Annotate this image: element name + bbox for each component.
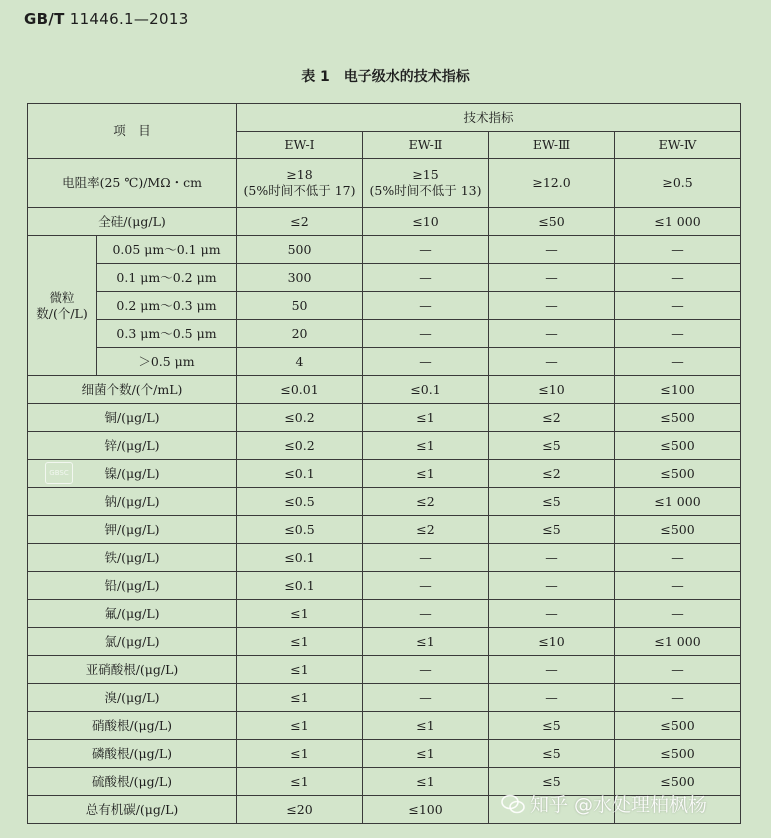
- table-body: [28, 104, 741, 824]
- value-note: (5%时间不低于 17): [243, 183, 356, 198]
- value-cell: —: [363, 236, 489, 264]
- grade-header: EW-Ⅰ: [237, 132, 363, 159]
- value-cell: ≤1: [363, 712, 489, 740]
- value-cell: [363, 159, 489, 208]
- value-cell: ≤2: [237, 208, 363, 236]
- value-cell: ≤0.1: [363, 376, 489, 404]
- value-cell: 300: [237, 264, 363, 292]
- value-cell: 4: [237, 348, 363, 376]
- value-cell: ≤2: [363, 488, 489, 516]
- table-row: [28, 460, 741, 488]
- value-cell: ≤0.1: [237, 460, 363, 488]
- value-cell: ≤1 000: [615, 488, 741, 516]
- table-row: [28, 516, 741, 544]
- row-label: 电阻率(25 ℃)/MΩ・cm: [28, 159, 237, 208]
- row-label: 磷酸根/(μg/L): [28, 740, 237, 768]
- standard-number: [24, 10, 189, 28]
- value-cell: ≤0.2: [237, 432, 363, 460]
- value-cell: ≤5: [489, 488, 615, 516]
- value-cell: ≤0.1: [237, 544, 363, 572]
- value-cell: —: [363, 320, 489, 348]
- value-cell: ≤0.5: [237, 488, 363, 516]
- row-label: 总有机碳/(μg/L): [28, 796, 237, 824]
- table-row: [28, 600, 741, 628]
- value-cell: ≤50: [489, 208, 615, 236]
- header-row: [28, 104, 741, 132]
- grade-header: EW-Ⅳ: [615, 132, 741, 159]
- value-cell: —: [363, 292, 489, 320]
- value-cell: ≥0.5: [615, 159, 741, 208]
- value-cell: ≤2: [489, 460, 615, 488]
- value-cell: ≤5: [489, 740, 615, 768]
- table-row: [28, 404, 741, 432]
- row-label: 铅/(μg/L): [28, 572, 237, 600]
- particle-range: 0.1 μm～0.2 μm: [97, 264, 237, 292]
- value-cell: ≤5: [489, 768, 615, 796]
- value-cell: —: [489, 544, 615, 572]
- table-row: [28, 488, 741, 516]
- row-label: 铜/(μg/L): [28, 404, 237, 432]
- group-header: 技术指标: [237, 104, 741, 132]
- standard-id: 11446.1—2013: [69, 10, 189, 28]
- value-cell: —: [363, 348, 489, 376]
- row-label: 氟/(μg/L): [28, 600, 237, 628]
- value-cell: ≤500: [615, 404, 741, 432]
- value-cell: ≤1: [237, 656, 363, 684]
- value-main: ≥18: [286, 167, 313, 183]
- value-cell: ≤1: [237, 712, 363, 740]
- row-label: 钾/(μg/L): [28, 516, 237, 544]
- particle-range: 0.2 μm～0.3 μm: [97, 292, 237, 320]
- value-cell: —: [489, 264, 615, 292]
- value-cell: ≤0.2: [237, 404, 363, 432]
- value-cell: ≤5: [489, 712, 615, 740]
- value-cell: —: [615, 236, 741, 264]
- value-cell: —: [363, 600, 489, 628]
- value-cell: —: [615, 656, 741, 684]
- item-header: 项 目: [28, 104, 237, 159]
- silicon-row: [28, 208, 741, 236]
- value-cell: —: [615, 264, 741, 292]
- value-cell: 50: [237, 292, 363, 320]
- value-cell: 20: [237, 320, 363, 348]
- value-cell: ≤500: [615, 432, 741, 460]
- row-label: 全硅/(μg/L): [28, 208, 237, 236]
- value-cell: —: [363, 656, 489, 684]
- row-label: 镍/(μg/L): [28, 460, 237, 488]
- value-cell: —: [489, 348, 615, 376]
- value-cell: [237, 159, 363, 208]
- value-cell: —: [489, 572, 615, 600]
- value-cell: ≤0.01: [237, 376, 363, 404]
- value-cell: —: [489, 292, 615, 320]
- row-label: 硫酸根/(μg/L): [28, 768, 237, 796]
- value-cell: ≤10: [363, 208, 489, 236]
- watermark-text: 知乎 @水处理柏枫杨: [530, 794, 708, 816]
- value-cell: ≤500: [615, 460, 741, 488]
- value-cell: —: [615, 544, 741, 572]
- value-cell: ≤2: [363, 516, 489, 544]
- particle-row: [28, 264, 741, 292]
- value-cell: —: [489, 236, 615, 264]
- grade-header: EW-Ⅱ: [363, 132, 489, 159]
- value-cell: ≤1: [363, 460, 489, 488]
- value-cell: ≤100: [615, 376, 741, 404]
- table-title: 表 1 电子级水的技术指标: [301, 69, 470, 85]
- row-label: 氯/(μg/L): [28, 628, 237, 656]
- value-cell: ≤500: [615, 712, 741, 740]
- particle-group-label: 微粒数/(个/L): [28, 236, 97, 376]
- particle-range: 0.3 μm～0.5 μm: [97, 320, 237, 348]
- spec-table: [27, 103, 741, 824]
- value-note: (5%时间不低于 13): [369, 183, 482, 198]
- value-cell: ≤1: [237, 600, 363, 628]
- row-label: 溴/(μg/L): [28, 684, 237, 712]
- value-cell: ≤1 000: [615, 628, 741, 656]
- value-cell: —: [363, 544, 489, 572]
- value-cell: —: [615, 292, 741, 320]
- value-cell: ≤1: [363, 432, 489, 460]
- value-cell: —: [489, 320, 615, 348]
- value-cell: —: [363, 264, 489, 292]
- value-cell: ≤1: [363, 768, 489, 796]
- value-cell: ≤0.5: [237, 516, 363, 544]
- standard-code: GB/T: [24, 10, 65, 28]
- row-label: 锌/(μg/L): [28, 432, 237, 460]
- value-cell: ≤1: [237, 740, 363, 768]
- value-cell: 500: [237, 236, 363, 264]
- table-row: [28, 684, 741, 712]
- value-cell: ≤20: [237, 796, 363, 824]
- value-cell: ≤1: [363, 740, 489, 768]
- row-label: 铁/(μg/L): [28, 544, 237, 572]
- value-cell: ≤500: [615, 740, 741, 768]
- stamp-icon: GBSC: [45, 462, 73, 484]
- particle-range: ＞0.5 μm: [97, 348, 237, 376]
- value-cell: —: [489, 656, 615, 684]
- value-cell: —: [363, 684, 489, 712]
- value-cell: ≤1: [237, 628, 363, 656]
- table-row: [28, 432, 741, 460]
- wechat-icon: [500, 791, 526, 817]
- particle-row: [28, 292, 741, 320]
- table-row: [28, 572, 741, 600]
- value-cell: —: [615, 572, 741, 600]
- value-cell: ≤2: [489, 404, 615, 432]
- value-main: ≥15: [412, 167, 439, 183]
- value-cell: ≤10: [489, 628, 615, 656]
- value-cell: —: [615, 348, 741, 376]
- value-cell: ≤100: [363, 796, 489, 824]
- value-cell: ≤5: [489, 432, 615, 460]
- row-label: 细菌个数/(个/mL): [28, 376, 237, 404]
- table-row: [28, 712, 741, 740]
- particle-row: [28, 236, 741, 264]
- value-cell: ≤0.1: [237, 572, 363, 600]
- grade-header: EW-Ⅲ: [489, 132, 615, 159]
- value-cell: —: [489, 600, 615, 628]
- value-cell: ≤1 000: [615, 208, 741, 236]
- value-cell: ≤1: [237, 684, 363, 712]
- value-cell: —: [615, 600, 741, 628]
- value-cell: ≤5: [489, 516, 615, 544]
- particle-row: [28, 320, 741, 348]
- value-cell: —: [615, 320, 741, 348]
- value-cell: ≥12.0: [489, 159, 615, 208]
- value-cell: ≤1: [237, 768, 363, 796]
- table-row: [28, 544, 741, 572]
- row-label: 亚硝酸根/(μg/L): [28, 656, 237, 684]
- table-row: [28, 376, 741, 404]
- table-row: [28, 628, 741, 656]
- table-row: [28, 656, 741, 684]
- value-cell: —: [363, 572, 489, 600]
- value-cell: —: [489, 684, 615, 712]
- value-cell: ≤1: [363, 628, 489, 656]
- value-cell: ≤10: [489, 376, 615, 404]
- value-cell: —: [615, 684, 741, 712]
- particle-row: [28, 348, 741, 376]
- particle-range: 0.05 μm～0.1 μm: [97, 236, 237, 264]
- value-cell: ≤500: [615, 516, 741, 544]
- value-cell: ≤500: [615, 768, 741, 796]
- row-label: 硝酸根/(μg/L): [28, 712, 237, 740]
- value-cell: ≤1: [363, 404, 489, 432]
- resistivity-row: [28, 159, 741, 208]
- table-row: [28, 740, 741, 768]
- watermark: [500, 790, 707, 817]
- row-label: 钠/(μg/L): [28, 488, 237, 516]
